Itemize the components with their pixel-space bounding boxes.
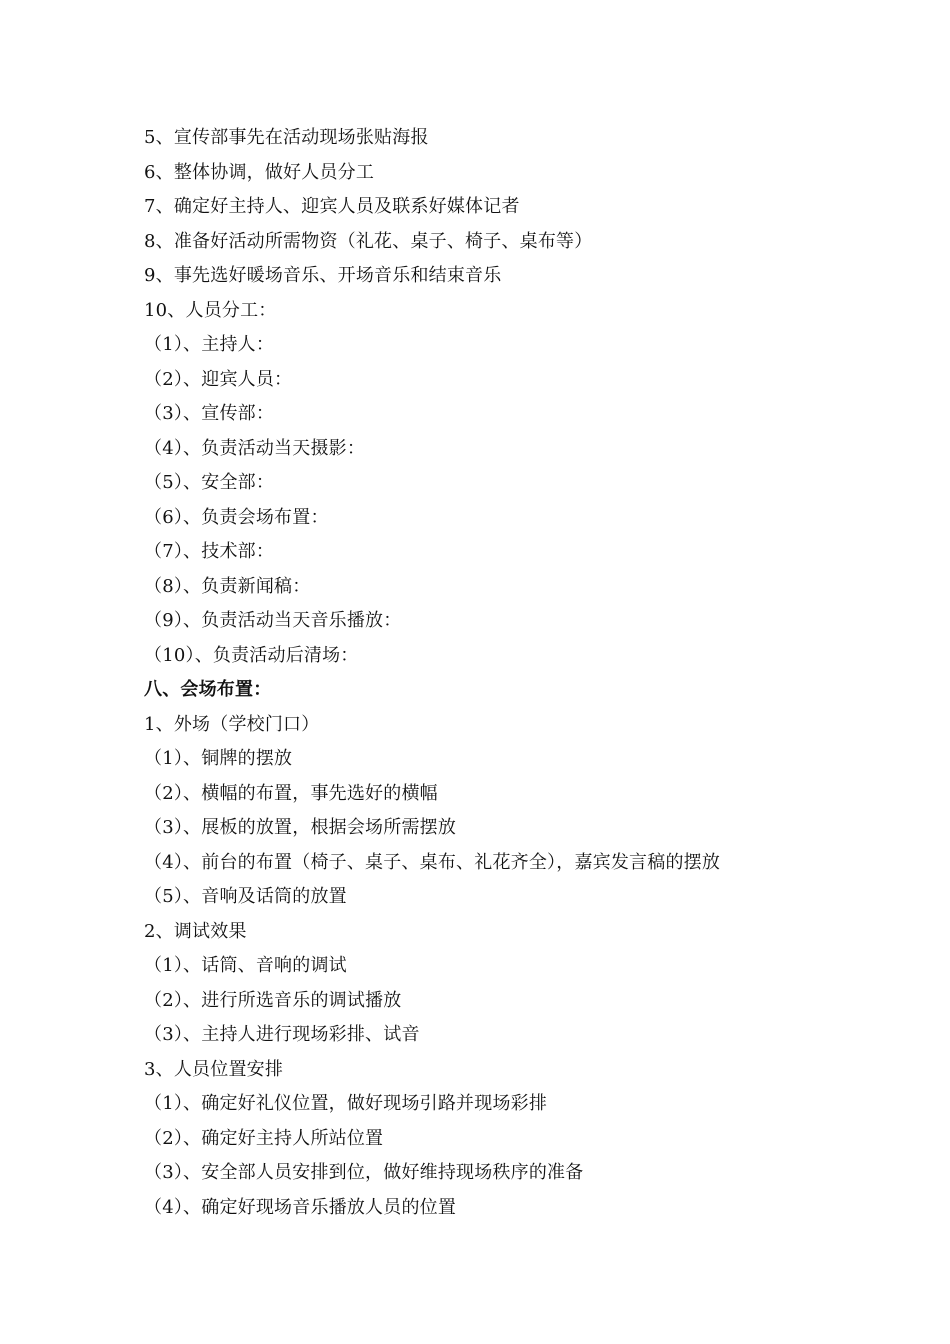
text-line: （1）、确定好礼仪位置，做好现场引路并现场彩排 bbox=[144, 1093, 548, 1114]
text-line: （9）、负责活动当天音乐播放： bbox=[144, 610, 402, 631]
text-line: 8、准备好活动所需物资（礼花、桌子、椅子、桌布等） bbox=[144, 230, 593, 252]
text-line: 10、人员分工： bbox=[144, 299, 277, 321]
text-line: 6、整体协调，做好人员分工 bbox=[144, 161, 375, 183]
text-line: 9、事先选好暖场音乐、开场音乐和结束音乐 bbox=[144, 265, 502, 286]
section-heading: 八、会场布置： bbox=[144, 679, 272, 700]
text-line: （2）、确定好主持人所站位置 bbox=[144, 1127, 384, 1149]
text-line: （10）、负责活动后清场： bbox=[144, 644, 359, 666]
text-line: （8）、负责新闻稿： bbox=[144, 575, 311, 597]
text-line: 5、宣传部事先在活动现场张贴海报 bbox=[144, 127, 429, 148]
document-body bbox=[144, 121, 864, 1225]
text-line: （3）、主持人进行现场彩排、试音 bbox=[144, 1024, 420, 1045]
text-line: （1）、话筒、音响的调试 bbox=[144, 955, 347, 976]
text-line: （2）、横幅的布置，事先选好的横幅 bbox=[144, 782, 438, 804]
text-line: （4）、前台的布置（椅子、桌子、桌布、礼花齐全），嘉宾发言稿的摆放 bbox=[144, 851, 721, 873]
text-line: 2、调试效果 bbox=[144, 920, 247, 942]
text-line: （5）、音响及话筒的放置 bbox=[144, 886, 347, 907]
text-line: （2）、进行所选音乐的调试播放 bbox=[144, 989, 402, 1011]
text-line: 3、人员位置安排 bbox=[144, 1058, 284, 1080]
text-line: （1）、主持人： bbox=[144, 334, 275, 355]
text-line: 1、外场（学校门口） bbox=[144, 713, 320, 735]
text-line: （6）、负责会场布置： bbox=[144, 506, 329, 528]
text-line: （4）、确定好现场音乐播放人员的位置 bbox=[144, 1196, 457, 1218]
text-line: （2）、迎宾人员： bbox=[144, 368, 293, 390]
text-line: （3）、宣传部： bbox=[144, 403, 275, 424]
text-line: （5）、安全部： bbox=[144, 472, 275, 493]
text-line: （3）、安全部人员安排到位，做好维持现场秩序的准备 bbox=[144, 1162, 584, 1183]
text-line: （3）、展板的放置，根据会场所需摆放 bbox=[144, 817, 457, 838]
text-line: 7、确定好主持人、迎宾人员及联系好媒体记者 bbox=[144, 196, 520, 217]
text-line: （7）、技术部： bbox=[144, 541, 275, 562]
text-line: （4）、负责活动当天摄影： bbox=[144, 437, 366, 459]
text-line: （1）、铜牌的摆放 bbox=[144, 748, 293, 769]
